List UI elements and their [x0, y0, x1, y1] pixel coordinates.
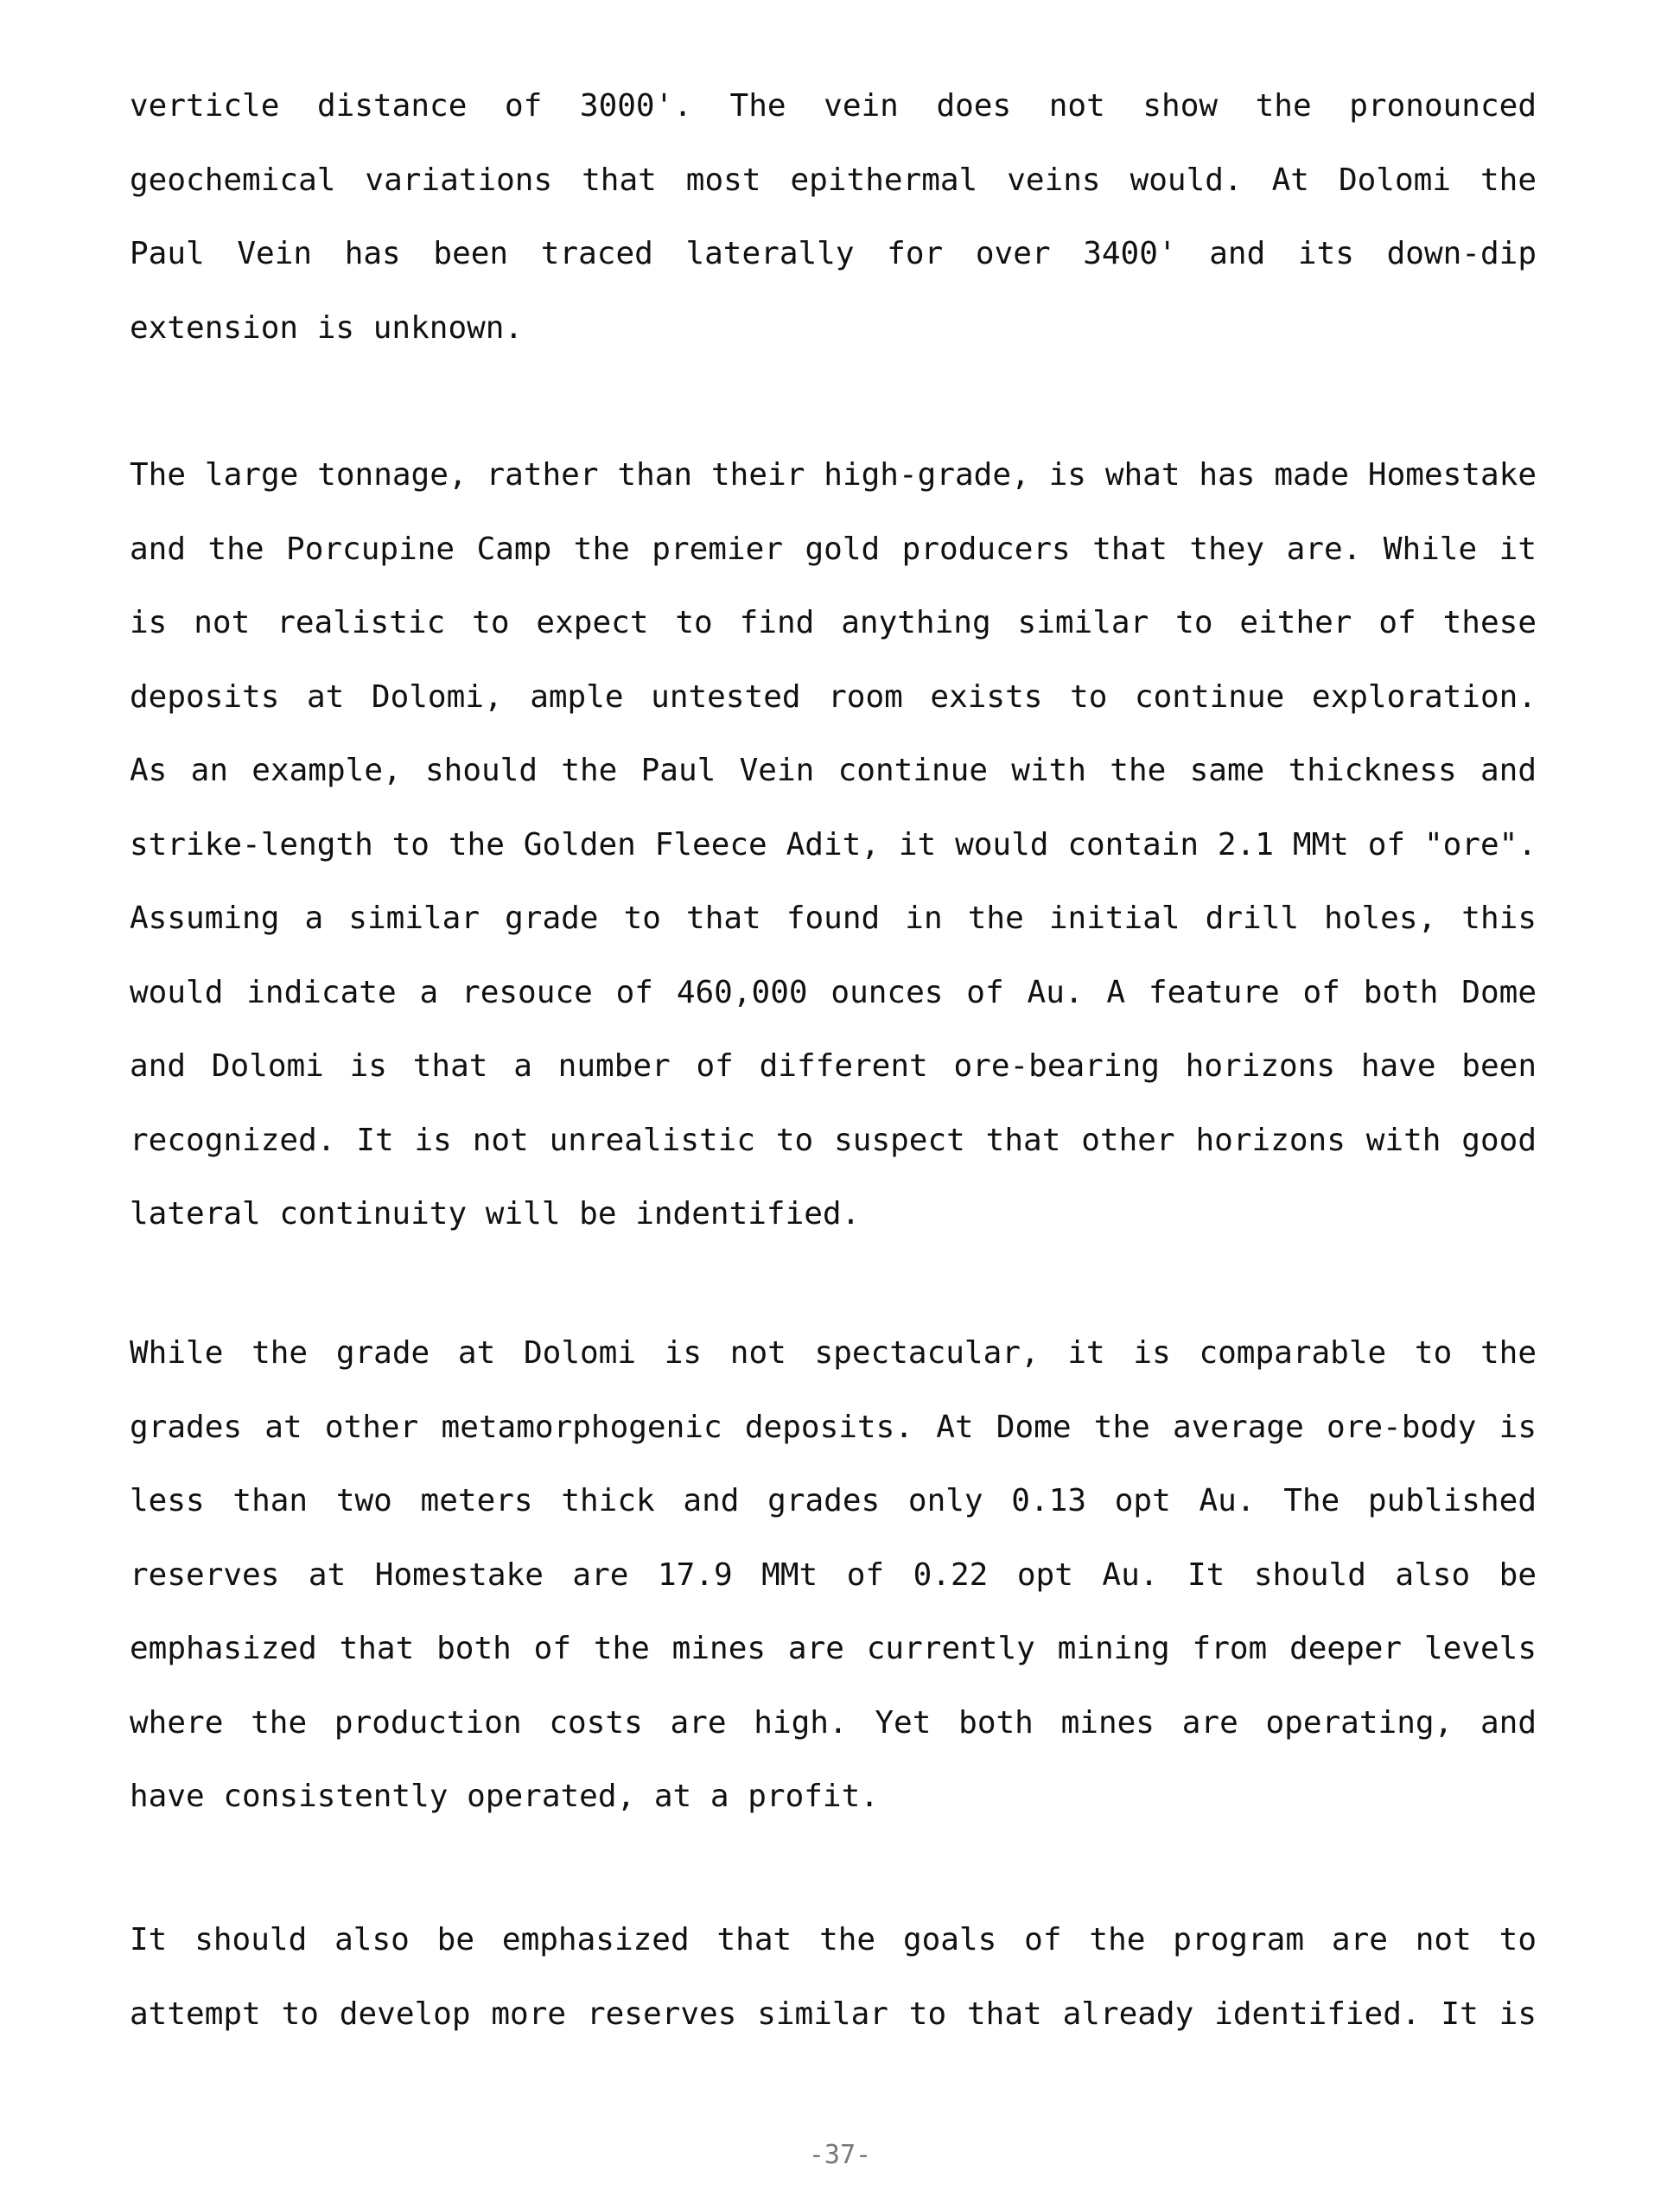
text-line: is not realistic to expect to find anything similar to either of these — [130, 605, 1537, 640]
text-line: Assuming a similar grade to that found in the initial drill holes, this — [130, 901, 1537, 936]
text-line: Paul Vein has been traced laterally for over 3400' and its down-dip — [130, 236, 1537, 271]
text-line: lateral continuity will be indentified. — [130, 1196, 861, 1232]
text-line: geochemical variations that most epithermal veins would. At Dolomi the — [130, 162, 1537, 198]
paragraph-4 — [130, 1903, 1537, 2051]
text-line: As an example, should the Paul Vein continue with the same thickness and — [130, 753, 1537, 788]
text-line: attempt to develop more reserves similar to that already identified. It is — [130, 1996, 1537, 2032]
text-line: and Dolomi is that a number of different ore-bearing horizons have been — [130, 1048, 1537, 1084]
text-line: verticle distance of 3000'. The vein does not show the pronounced — [130, 88, 1537, 124]
text-line: reserves at Homestake are 17.9 MMt of 0.22 opt Au. It should also be — [130, 1556, 1537, 1593]
text-line: less than two meters thick and grades only 0.13 opt Au. The published — [130, 1483, 1537, 1518]
text-line: The large tonnage, rather than their high-grade, is what has made Homestake — [130, 457, 1537, 493]
page-number: -37- — [808, 2140, 872, 2170]
text-line: have consistently operated, at a profit. — [130, 1779, 879, 1814]
text-line: While the grade at Dolomi is not spectacular, it is comparable to the — [130, 1335, 1537, 1371]
text-line: would indicate a resouce of 460,000 ounces of Au. A feature of both Dome — [130, 974, 1537, 1010]
text-line: grades at other metamorphogenic deposits. At Dome the average ore-body is — [130, 1409, 1537, 1445]
paragraph-1 — [130, 69, 1537, 365]
text-line: It should also be emphasized that the goals of the program are not to — [130, 1922, 1537, 1958]
paragraph-2 — [130, 438, 1537, 1251]
text-line: recognized. It is not unrealistic to suspect that other horizons with good — [130, 1122, 1537, 1158]
text-line: strike-length to the Golden Fleece Adit, it would contain 2.1 MMt of "ore". — [130, 826, 1537, 863]
text-line: extension is unknown. — [130, 309, 524, 346]
text-line: deposits at Dolomi, ample untested room exists to continue exploration. — [130, 678, 1537, 715]
text-line: emphasized that both of the mines are currently mining from deeper levels — [130, 1631, 1537, 1666]
text-line: and the Porcupine Camp the premier gold producers that they are. While it — [130, 531, 1537, 567]
paragraph-3 — [130, 1316, 1537, 1834]
text-line: where the production costs are high. Yet both mines are operating, and — [130, 1704, 1537, 1741]
